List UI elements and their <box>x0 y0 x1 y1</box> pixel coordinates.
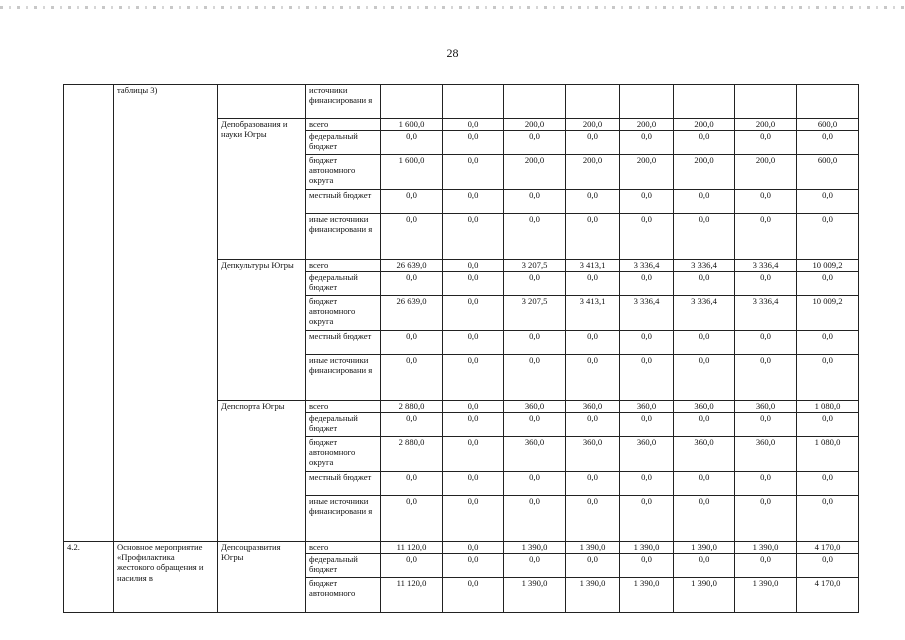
value-cell: 0,0 <box>443 296 504 331</box>
value-cell: 1 390,0 <box>674 578 735 613</box>
value-cell: 0,0 <box>381 272 443 296</box>
value-cell: 360,0 <box>735 437 797 472</box>
value-cell: 0,0 <box>443 542 504 554</box>
value-cell: 0,0 <box>504 554 566 578</box>
value-cell: 0,0 <box>674 355 735 401</box>
value-cell: 11 120,0 <box>381 578 443 613</box>
value-cell: 360,0 <box>566 437 620 472</box>
value-cell: 0,0 <box>566 272 620 296</box>
value-cell: 2 880,0 <box>381 437 443 472</box>
value-cell: 0,0 <box>735 413 797 437</box>
value-cell: 0,0 <box>620 331 674 355</box>
funding-source-cell: бюджет автономного округа <box>306 155 381 190</box>
value-cell: 0,0 <box>620 413 674 437</box>
value-cell: 26 639,0 <box>381 260 443 272</box>
funding-source-cell: федеральный бюджет <box>306 413 381 437</box>
value-cell: 4 170,0 <box>797 542 859 554</box>
value-cell: 1 390,0 <box>566 542 620 554</box>
value-cell: 360,0 <box>735 401 797 413</box>
funding-source-cell: федеральный бюджет <box>306 554 381 578</box>
executor-cell: Депобразования и науки Югры <box>218 119 306 260</box>
value-cell: 3 336,4 <box>735 260 797 272</box>
value-cell: 0,0 <box>381 131 443 155</box>
value-cell: 0,0 <box>797 554 859 578</box>
funding-source-cell: иные источники финансировани я <box>306 496 381 542</box>
executor-cell: Депсоцразвития Югры <box>218 542 306 613</box>
funding-source-cell: всего <box>306 542 381 554</box>
value-cell: 200,0 <box>735 155 797 190</box>
value-cell: 0,0 <box>620 355 674 401</box>
value-cell: 1 080,0 <box>797 437 859 472</box>
value-cell: 0,0 <box>443 119 504 131</box>
value-cell <box>735 85 797 119</box>
funding-source-cell: всего <box>306 260 381 272</box>
value-cell: 0,0 <box>381 214 443 260</box>
funding-source-cell: бюджет автономного округа <box>306 437 381 472</box>
value-cell: 0,0 <box>674 496 735 542</box>
value-cell: 200,0 <box>620 119 674 131</box>
value-cell: 0,0 <box>735 355 797 401</box>
financing-table-body <box>64 85 859 613</box>
value-cell: 200,0 <box>674 155 735 190</box>
value-cell: 0,0 <box>735 496 797 542</box>
value-cell: 0,0 <box>443 413 504 437</box>
funding-source-cell: всего <box>306 119 381 131</box>
value-cell: 1 390,0 <box>735 542 797 554</box>
value-cell: 0,0 <box>797 331 859 355</box>
value-cell: 0,0 <box>620 131 674 155</box>
value-cell <box>381 85 443 119</box>
value-cell: 0,0 <box>381 413 443 437</box>
value-cell: 0,0 <box>620 190 674 214</box>
value-cell: 3 336,4 <box>620 296 674 331</box>
value-cell: 0,0 <box>674 131 735 155</box>
value-cell: 0,0 <box>381 331 443 355</box>
value-cell: 0,0 <box>504 272 566 296</box>
value-cell: 3 207,5 <box>504 260 566 272</box>
value-cell: 3 336,4 <box>674 260 735 272</box>
value-cell: 200,0 <box>674 119 735 131</box>
value-cell: 1 390,0 <box>735 578 797 613</box>
value-cell: 0,0 <box>735 472 797 496</box>
value-cell: 0,0 <box>443 214 504 260</box>
value-cell: 0,0 <box>735 272 797 296</box>
page-number: 28 <box>446 46 459 60</box>
value-cell: 0,0 <box>566 214 620 260</box>
value-cell: 1 600,0 <box>381 119 443 131</box>
value-cell: 200,0 <box>566 155 620 190</box>
value-cell: 0,0 <box>566 355 620 401</box>
value-cell: 0,0 <box>443 355 504 401</box>
value-cell <box>674 85 735 119</box>
table-row <box>64 85 859 119</box>
value-cell: 0,0 <box>620 496 674 542</box>
value-cell: 360,0 <box>566 401 620 413</box>
value-cell <box>797 85 859 119</box>
funding-source-cell: бюджет автономного округа <box>306 296 381 331</box>
value-cell: 0,0 <box>566 131 620 155</box>
value-cell: 0,0 <box>381 190 443 214</box>
value-cell: 0,0 <box>566 472 620 496</box>
value-cell: 3 413,1 <box>566 296 620 331</box>
value-cell: 0,0 <box>797 190 859 214</box>
funding-source-cell: федеральный бюджет <box>306 272 381 296</box>
value-cell: 0,0 <box>381 496 443 542</box>
value-cell: 0,0 <box>797 131 859 155</box>
value-cell: 0,0 <box>674 554 735 578</box>
value-cell: 26 639,0 <box>381 296 443 331</box>
value-cell: 10 009,2 <box>797 296 859 331</box>
value-cell: 0,0 <box>735 190 797 214</box>
activity-name-cell: таблицы 3) <box>114 85 218 542</box>
value-cell: 3 336,4 <box>620 260 674 272</box>
executor-cell: Депспорта Югры <box>218 401 306 542</box>
value-cell: 0,0 <box>443 401 504 413</box>
financing-table <box>63 84 859 613</box>
value-cell: 200,0 <box>504 119 566 131</box>
value-cell: 1 390,0 <box>674 542 735 554</box>
value-cell: 0,0 <box>797 214 859 260</box>
funding-source-cell: местный бюджет <box>306 331 381 355</box>
value-cell: 3 336,4 <box>735 296 797 331</box>
value-cell: 360,0 <box>504 401 566 413</box>
value-cell: 0,0 <box>443 272 504 296</box>
value-cell: 0,0 <box>674 413 735 437</box>
value-cell: 360,0 <box>620 401 674 413</box>
value-cell <box>620 85 674 119</box>
value-cell: 0,0 <box>443 331 504 355</box>
value-cell: 0,0 <box>797 413 859 437</box>
value-cell: 0,0 <box>620 214 674 260</box>
value-cell: 0,0 <box>443 437 504 472</box>
value-cell: 2 880,0 <box>381 401 443 413</box>
value-cell: 0,0 <box>443 260 504 272</box>
value-cell: 360,0 <box>504 437 566 472</box>
value-cell: 0,0 <box>381 472 443 496</box>
funding-source-cell: источники финансировани я <box>306 85 381 119</box>
value-cell: 1 390,0 <box>504 578 566 613</box>
value-cell: 0,0 <box>797 355 859 401</box>
value-cell: 0,0 <box>620 472 674 496</box>
value-cell: 4 170,0 <box>797 578 859 613</box>
value-cell: 0,0 <box>620 554 674 578</box>
value-cell: 10 009,2 <box>797 260 859 272</box>
value-cell: 0,0 <box>735 331 797 355</box>
activity-name-cell: Основное мероприятие «Профилактика жестокого обращения и насилия в <box>114 542 218 613</box>
value-cell: 0,0 <box>735 131 797 155</box>
value-cell: 0,0 <box>504 190 566 214</box>
scan-edge-artifact <box>0 6 905 9</box>
value-cell: 0,0 <box>674 331 735 355</box>
value-cell: 0,0 <box>735 554 797 578</box>
number-cell <box>64 85 114 542</box>
value-cell: 1 390,0 <box>504 542 566 554</box>
value-cell: 0,0 <box>620 272 674 296</box>
value-cell: 0,0 <box>504 131 566 155</box>
value-cell: 0,0 <box>797 496 859 542</box>
value-cell: 0,0 <box>443 155 504 190</box>
value-cell: 200,0 <box>735 119 797 131</box>
value-cell: 0,0 <box>566 554 620 578</box>
value-cell: 0,0 <box>443 578 504 613</box>
value-cell: 0,0 <box>735 214 797 260</box>
value-cell: 0,0 <box>674 214 735 260</box>
value-cell: 360,0 <box>620 437 674 472</box>
value-cell: 0,0 <box>566 331 620 355</box>
value-cell: 3 207,5 <box>504 296 566 331</box>
value-cell: 0,0 <box>674 272 735 296</box>
value-cell: 3 336,4 <box>674 296 735 331</box>
value-cell: 0,0 <box>443 496 504 542</box>
value-cell: 0,0 <box>566 190 620 214</box>
funding-source-cell: иные источники финансировани я <box>306 214 381 260</box>
value-cell: 0,0 <box>504 214 566 260</box>
value-cell: 0,0 <box>443 554 504 578</box>
table-row <box>64 542 859 554</box>
value-cell: 1 390,0 <box>620 578 674 613</box>
value-cell: 1 600,0 <box>381 155 443 190</box>
value-cell: 0,0 <box>443 472 504 496</box>
value-cell: 0,0 <box>504 355 566 401</box>
value-cell: 0,0 <box>566 496 620 542</box>
value-cell: 0,0 <box>797 272 859 296</box>
value-cell: 0,0 <box>504 413 566 437</box>
funding-source-cell: бюджет автономного <box>306 578 381 613</box>
value-cell: 0,0 <box>381 554 443 578</box>
value-cell: 11 120,0 <box>381 542 443 554</box>
value-cell: 0,0 <box>504 331 566 355</box>
activity-number-cell: 4.2. <box>64 542 114 613</box>
value-cell: 1 390,0 <box>566 578 620 613</box>
value-cell: 1 390,0 <box>620 542 674 554</box>
value-cell: 1 080,0 <box>797 401 859 413</box>
funding-source-cell: иные источники финансировани я <box>306 355 381 401</box>
value-cell: 360,0 <box>674 437 735 472</box>
funding-source-cell: местный бюджет <box>306 190 381 214</box>
value-cell: 0,0 <box>381 355 443 401</box>
value-cell: 200,0 <box>620 155 674 190</box>
value-cell <box>566 85 620 119</box>
executor-cell: Депкультуры Югры <box>218 260 306 401</box>
value-cell <box>443 85 504 119</box>
value-cell: 360,0 <box>674 401 735 413</box>
value-cell: 0,0 <box>443 131 504 155</box>
value-cell: 0,0 <box>797 472 859 496</box>
value-cell: 0,0 <box>443 190 504 214</box>
value-cell <box>504 85 566 119</box>
value-cell: 0,0 <box>566 413 620 437</box>
value-cell: 0,0 <box>674 472 735 496</box>
value-cell: 3 413,1 <box>566 260 620 272</box>
funding-source-cell: всего <box>306 401 381 413</box>
executor-cell <box>218 85 306 119</box>
value-cell: 600,0 <box>797 119 859 131</box>
funding-source-cell: федеральный бюджет <box>306 131 381 155</box>
value-cell: 600,0 <box>797 155 859 190</box>
value-cell: 0,0 <box>504 496 566 542</box>
value-cell: 0,0 <box>504 472 566 496</box>
value-cell: 200,0 <box>566 119 620 131</box>
value-cell: 0,0 <box>674 190 735 214</box>
value-cell: 200,0 <box>504 155 566 190</box>
funding-source-cell: местный бюджет <box>306 472 381 496</box>
